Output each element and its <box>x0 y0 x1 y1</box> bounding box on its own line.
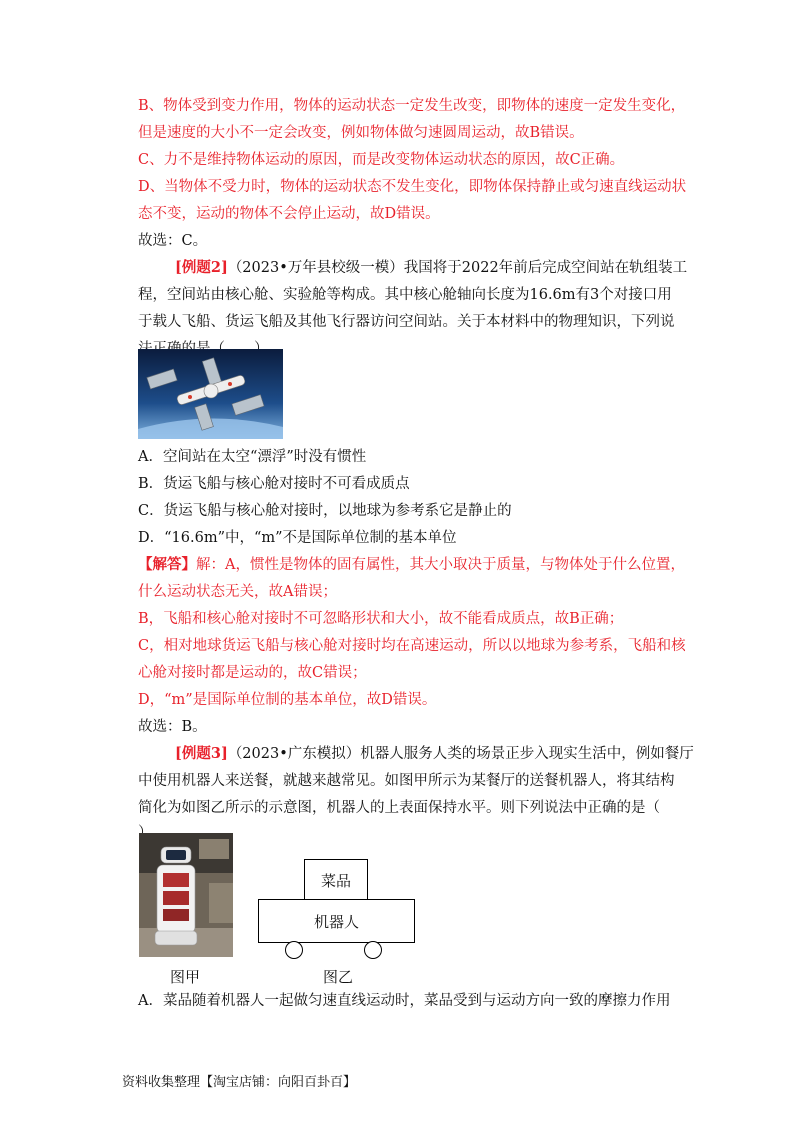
answer2-line1 <box>138 555 685 575</box>
example3-line1 <box>175 744 694 764</box>
footer-note: 资料收集整理【淘宝店铺：向阳百卦百】 <box>122 1075 357 1090</box>
answer-line-b2: 但是速度的大小不一定会改变，例如物体做匀速圆周运动，故B错误。 <box>138 125 584 141</box>
answer2-text: 解：A，惯性是物体的固有属性，其大小取决于质量，与物体处于什么位置， <box>196 557 685 573</box>
option-d: D．“16.6m”中，“m”不是国际单位制的基本单位 <box>138 530 457 546</box>
answer2-line2: 什么运动状态无关，故A错误； <box>138 584 337 600</box>
option-a: A．空间站在太空“漂浮”时没有惯性 <box>138 449 367 465</box>
example3-text1: （2023•广东模拟）机器人服务人类的场景正步入现实生活中，例如餐厅 <box>227 746 694 762</box>
robot-photo <box>139 833 233 957</box>
conclusion-1: 故选：C。 <box>138 233 208 249</box>
robot-box: 机器人 <box>258 899 415 943</box>
right-wheel <box>364 941 382 959</box>
answer-line-b1: B、物体受到变力作用，物体的运动状态一定发生改变，即物体的速度一定发生变化， <box>138 98 686 114</box>
answer2-line3: B，飞船和核心舱对接时不可忽略形状和大小，故不能看成质点，故B正确； <box>138 611 624 627</box>
example2-line2: 程，空间站由核心舱、实验舱等构成。其中核心舱轴向长度为16.6m有3个对接口用 <box>138 287 672 303</box>
answer2-line5: 心舱对接时都是运动的，故C错误； <box>138 665 367 681</box>
example3-line2: 中使用机器人来送餐，就越来越常见。如图甲所示为某餐厅的送餐机器人，将其结构 <box>138 773 675 789</box>
answer2-line4: C，相对地球货运飞船与核心舱对接时均在高速运动，所以以地球为参考系，飞船和核 <box>138 638 686 654</box>
answer-line-d1: D、当物体不受力时，物体的运动状态不发生变化，即物体保持静止或匀速直线运动状 <box>138 179 687 195</box>
example2-line1 <box>175 258 687 278</box>
option-c: C．货运飞船与核心舱对接时，以地球为参考系它是静止的 <box>138 503 512 519</box>
option-b: B．货运飞船与核心舱对接时不可看成质点 <box>138 476 410 492</box>
dish-box: 菜品 <box>304 859 368 901</box>
figure-yi-caption: 图乙 <box>323 968 354 986</box>
example3-label: [例题3] <box>175 745 228 762</box>
answer2-line6: D，“m”是国际单位制的基本单位，故D错误。 <box>138 692 437 708</box>
answer-label: 【解答】 <box>138 556 196 573</box>
answer-line-c: C、力不是维持物体运动的原因，而是改变物体运动状态的原因，故C正确。 <box>138 152 625 168</box>
answer-line-d2: 态不变，运动的物体不会停止运动，故D错误。 <box>138 206 440 222</box>
example3-line3: 简化为如图乙所示的示意图，机器人的上表面保持水平。则下列说法中正确的是（ <box>138 800 660 816</box>
example2-label: [例题2] <box>175 259 228 276</box>
figure-jia-caption: 图甲 <box>170 968 201 986</box>
example2-line3: 于载人飞船、货运飞船及其他飞行器访问空间站。关于本材料中的物理知识，下列说 <box>138 314 675 330</box>
left-wheel <box>285 941 303 959</box>
space-station-image <box>138 349 283 439</box>
conclusion-2: 故选：B。 <box>138 719 207 735</box>
example2-text1: （2023•万年县校级一模）我国将于2022年前后完成空间站在轨组装工 <box>227 260 688 276</box>
example3-option-a: A．菜品随着机器人一起做匀速直线运动时，菜品受到与运动方向一致的摩擦力作用 <box>138 993 671 1009</box>
